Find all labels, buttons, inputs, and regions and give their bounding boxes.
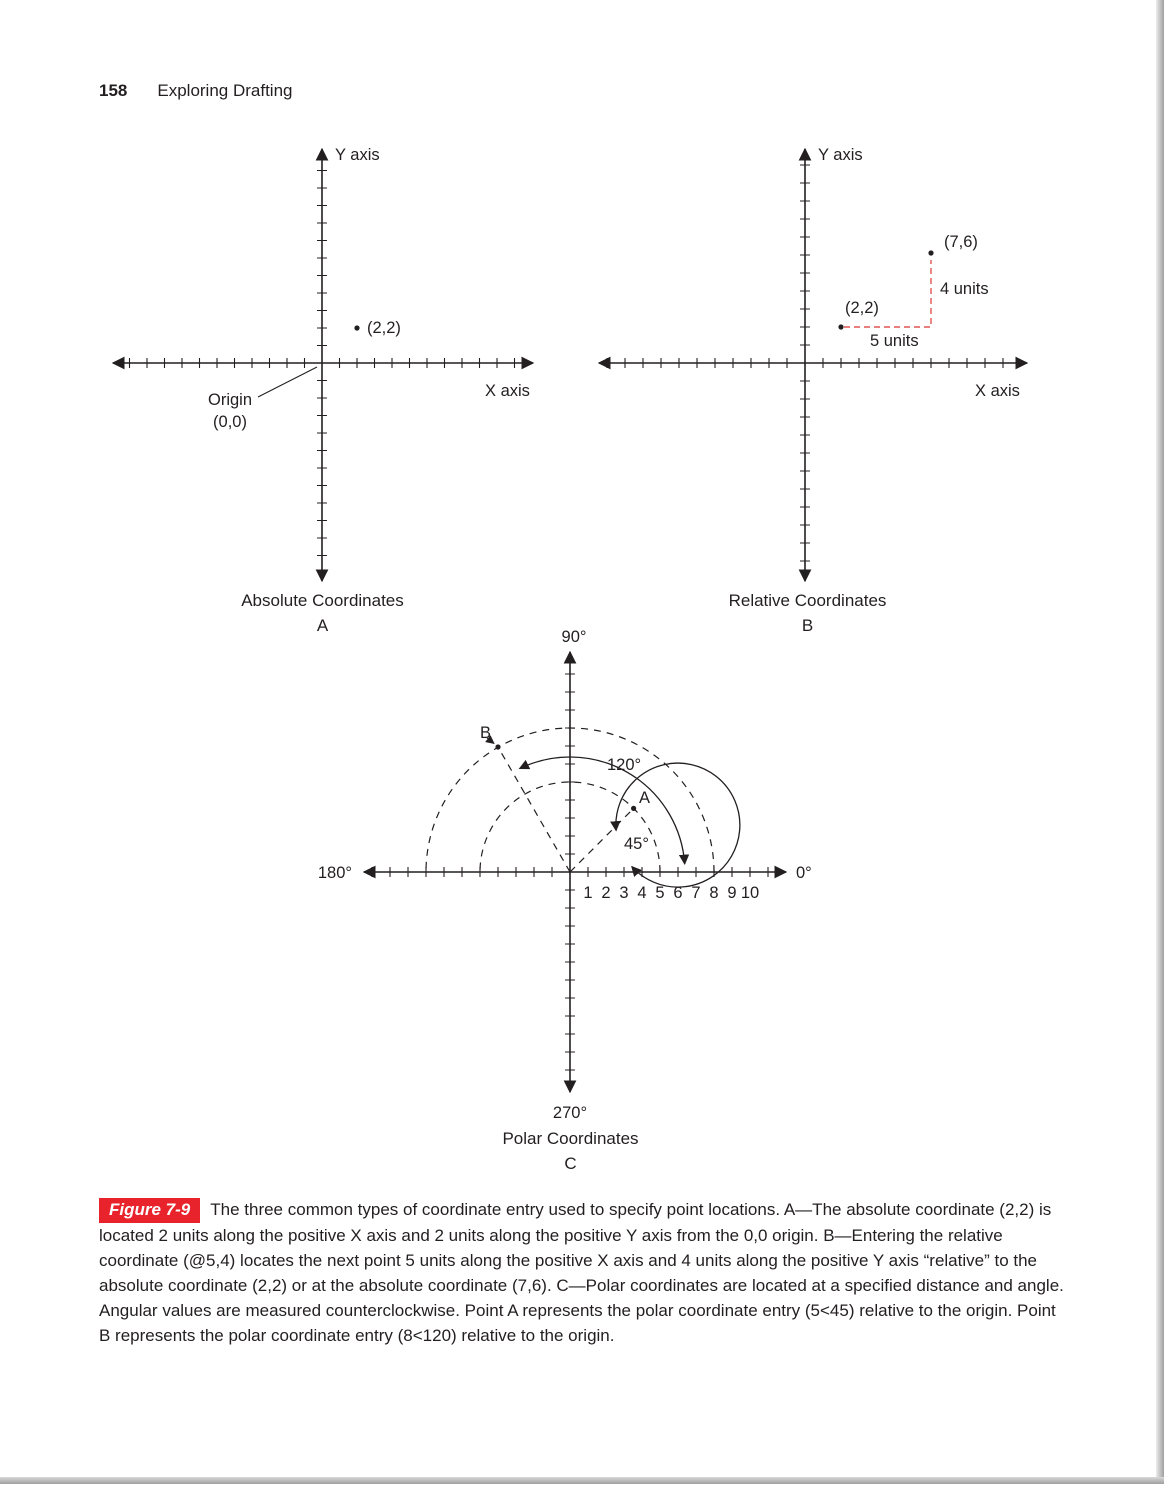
c-120deg-dashed-radial xyxy=(498,747,570,872)
c-scale-4: 4 xyxy=(637,884,647,902)
b-point-7-6-label: (7,6) xyxy=(944,233,978,251)
c-point-a-label: A xyxy=(639,789,651,807)
c-90-label: 90° xyxy=(561,628,587,646)
diagram-c-letter: C xyxy=(564,1154,577,1173)
b-point-2-2-dot xyxy=(838,324,843,329)
running-head xyxy=(99,81,293,101)
c-120deg-dimension-arc xyxy=(520,757,685,864)
c-scale-2: 2 xyxy=(601,884,611,902)
a-x-axis-label: X axis xyxy=(485,382,530,400)
diagram-a-title: Absolute Coordinates xyxy=(241,591,404,610)
c-scale-8: 8 xyxy=(709,884,719,902)
diagram-b-title-block xyxy=(655,591,960,636)
diagram-a-letter: A xyxy=(316,616,329,635)
diagram-c-title-block xyxy=(418,1129,723,1174)
c-point-b-dot xyxy=(495,744,500,749)
b-point-7-6-dot xyxy=(928,250,933,255)
b-run-label: 5 units xyxy=(870,332,919,350)
diagram-b-letter: B xyxy=(801,616,814,635)
a-origin-coords-label: (0,0) xyxy=(213,413,247,431)
b-y-axis-label: Y axis xyxy=(818,146,863,164)
a-origin-leader-line xyxy=(258,367,317,397)
figure-caption-text: The three common types of coordinate entry used to specify point locations. A—The absolute coordinate (2,2) is located 2 units along the positive X axis and 2 units along the positive Y axis from the 0,0 origin. B—Entering the relative coordinate (@5,4) locates the next point 5 units along the positive X axis and 4 units along the positive Y axis “relative” to the absolute coordinate (2,2) or at the absolute coordinate (7,6). C—Polar coordinates are located at a specified distance and angle. Angular values are measured counterclockwise. Point A represents the polar coordinate entry (5<45) relative to the origin. Point B represents the polar coordinate entry (8<120) relative to the origin. xyxy=(99,1200,1064,1345)
b-x-axis-label: X axis xyxy=(975,382,1020,400)
c-point-b-label: B xyxy=(480,724,492,742)
c-scale-3: 3 xyxy=(619,884,629,902)
page-scan-edge-right xyxy=(1156,0,1164,1484)
c-270-label: 270° xyxy=(552,1104,588,1122)
a-y-axis-label: Y axis xyxy=(335,146,380,164)
a-point-2-2-dot xyxy=(354,325,359,330)
c-scale-10: 10 xyxy=(740,884,760,902)
diagram-b-relative-coordinates xyxy=(583,133,1053,648)
b-point-2-2-label: (2,2) xyxy=(845,299,879,317)
a-origin-label: Origin xyxy=(207,391,253,409)
book-title: Exploring Drafting xyxy=(157,81,293,100)
c-scale-7: 7 xyxy=(691,884,701,902)
c-scale-5: 5 xyxy=(655,884,665,902)
page-scan-edge-bottom xyxy=(0,1477,1164,1484)
diagram-a-title-block xyxy=(170,591,475,636)
figure-number-badge: Figure 7-9 xyxy=(99,1198,200,1223)
c-scale-1: 1 xyxy=(583,884,593,902)
diagram-a-absolute-coordinates xyxy=(95,133,555,648)
a-point-2-2-label: (2,2) xyxy=(367,319,401,337)
b-rise-label: 4 units xyxy=(940,280,989,298)
c-180-label: 180° xyxy=(317,864,352,882)
c-scale-6: 6 xyxy=(673,884,683,902)
figure-caption xyxy=(99,1197,1067,1348)
diagram-c-polar-coordinates xyxy=(308,626,832,1146)
c-point-a-dot xyxy=(631,806,636,811)
c-angle-120-label: 120° xyxy=(607,756,642,774)
diagram-b-title: Relative Coordinates xyxy=(728,591,887,610)
c-0-label: 0° xyxy=(796,864,812,882)
diagram-c-title: Polar Coordinates xyxy=(502,1129,639,1148)
c-angle-45-label: 45° xyxy=(624,835,649,853)
page-number: 158 xyxy=(99,81,128,100)
c-scale-9: 9 xyxy=(727,884,737,902)
